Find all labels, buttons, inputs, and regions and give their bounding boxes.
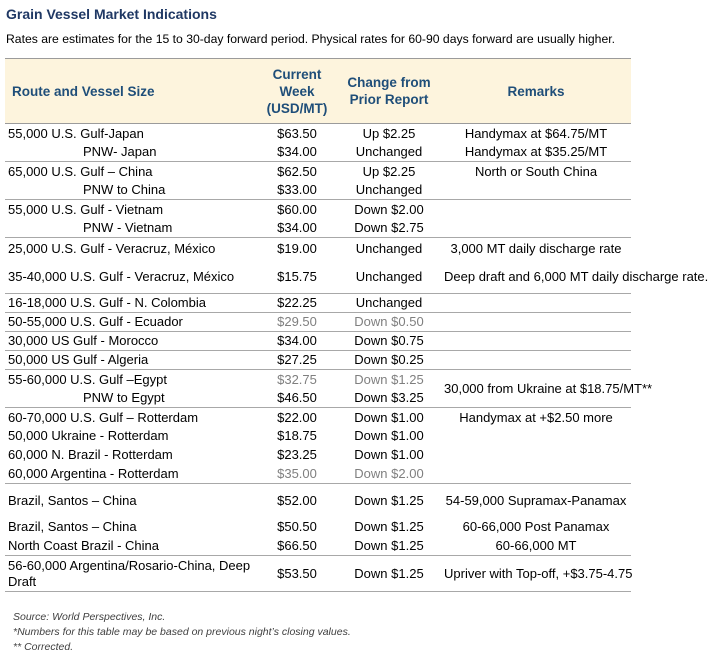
route-cell: 30,000 US Gulf - Morocco [5,332,257,351]
change-cell: Down $1.00 [354,428,424,444]
remarks-cell [441,465,631,484]
current-price-cell: $66.50 [277,538,317,553]
table-row [5,313,631,332]
current-price-cell: $23.25 [277,447,317,463]
current-price-cell: $27.25 [257,351,337,370]
route-cell: 60,000 Argentina - Rotterdam [8,466,179,481]
table-row [5,332,631,351]
change-cell: Unchanged [355,268,423,284]
vessel-rates-table [5,58,708,592]
current-price-cell: $62.50 [257,162,337,181]
route-cell: PNW to China [83,182,166,197]
current-price-cell: $34.00 [277,220,317,235]
current-price-cell: $34.00 [257,332,337,351]
route-cell: 35-40,000 U.S. Gulf - Veracruz, México [8,268,235,284]
table-row [5,484,631,518]
remarks-cell: Deep draft and 6,000 MT daily discharge rate. [444,268,708,284]
change-cell: Down $1.25 [337,556,441,592]
route-cell: 55,000 U.S. Gulf - Vietnam [5,200,257,219]
remarks-cell: 60-66,000 MT [495,538,577,553]
change-cell: Down $1.00 [354,447,424,463]
table-row [5,556,631,592]
change-cell: Down $2.00 [337,200,441,219]
current-price-cell: $34.00 [277,144,317,159]
table-row [5,427,631,446]
header-current-week: Current Week (USD/MT) [257,59,337,124]
route-cell: 55,000 U.S. Gulf-Japan [5,124,257,143]
route-cell: 65,000 U.S. Gulf – China [5,162,257,181]
table-row [5,518,631,537]
current-price-cell: $19.00 [257,238,337,260]
table-row [5,260,631,294]
table-row [5,294,631,313]
table-row [5,537,631,556]
remarks-cell: 30,000 from Ukraine at $18.75/MT** [441,370,631,408]
change-cell: Up $2.25 [337,162,441,181]
change-cell: Down $0.25 [337,351,441,370]
header-change: Change from Prior Report [337,59,441,124]
table-row [5,200,631,219]
route-cell: 50-55,000 U.S. Gulf - Ecuador [5,313,257,332]
current-price-cell: $53.50 [257,556,337,592]
route-cell: 55-60,000 U.S. Gulf –Egypt [5,370,257,389]
current-price-cell: $22.25 [257,294,337,313]
remarks-cell [441,351,631,370]
remarks-cell [441,427,631,446]
current-price-cell: $18.75 [277,428,317,444]
route-cell: PNW to Egypt [83,390,165,405]
remarks-cell [441,446,631,465]
table-header-row [5,59,631,124]
table-row [5,181,631,200]
header-route: Route and Vessel Size [5,59,257,124]
change-cell: Up $2.25 [337,124,441,143]
route-cell: Brazil, Santos – China [8,519,137,535]
table-row [5,143,631,162]
change-cell: Unchanged [355,144,423,159]
change-cell: Down $0.50 [337,313,441,332]
page-title: Grain Vessel Market Indications [6,6,217,22]
current-price-cell: $15.75 [277,268,317,284]
route-cell: PNW- Japan [83,144,157,159]
change-cell: Down $2.75 [354,220,424,235]
remarks-cell: Handymax at $64.75/MT [441,124,631,143]
change-cell: Down $1.25 [337,484,441,518]
route-cell: 16-18,000 U.S. Gulf - N. Colombia [5,294,257,313]
change-cell: Down $1.00 [337,408,441,427]
current-price-cell: $50.50 [277,519,317,535]
change-cell: Unchanged [337,294,441,313]
table-row [5,124,631,143]
change-cell: Down $3.25 [354,390,424,405]
table-row [5,370,631,389]
route-cell: North Coast Brazil - China [8,538,159,553]
remarks-cell: Handymax at $35.25/MT [464,144,608,159]
remarks-cell: 3,000 MT daily discharge rate [441,238,631,260]
table-row [5,465,631,484]
current-price-cell: $63.50 [257,124,337,143]
closing-values-note: *Numbers for this table may be based on previous night’s closing values. [13,626,351,638]
remarks-cell [441,200,631,219]
remarks-cell: North or South China [441,162,631,181]
change-cell: Down $2.00 [354,466,424,481]
current-price-cell: $60.00 [257,200,337,219]
current-price-cell: $22.00 [257,408,337,427]
remarks-cell [441,181,631,200]
remarks-cell: Handymax at +$2.50 more [441,408,631,427]
remarks-cell [441,219,631,238]
change-cell: Unchanged [355,182,423,197]
current-price-cell: $52.00 [257,484,337,518]
remarks-cell [441,313,631,332]
corrected-note: ** Corrected. [13,641,74,653]
route-cell: Brazil, Santos – China [5,484,257,518]
route-cell: 56-60,000 Argentina/Rosario-China, Deep Draft [5,556,257,592]
table-row [5,408,631,427]
page-subtitle: Rates are estimates for the 15 to 30-day forward period. Physical rates for 60-90 days forward are usually higher. [6,32,616,46]
table-row [5,162,631,181]
current-price-cell: $29.50 [257,313,337,332]
header-remarks: Remarks [441,59,631,124]
route-cell: PNW - Vietnam [83,220,173,235]
source-note: Source: World Perspectives, Inc. [13,611,166,623]
change-cell: Down $1.25 [354,538,424,553]
current-price-cell: $46.50 [277,390,317,405]
change-cell: Down $0.75 [337,332,441,351]
change-cell: Down $1.25 [337,370,441,389]
route-cell: 25,000 U.S. Gulf - Veracruz, México [5,238,257,260]
change-cell: Unchanged [337,238,441,260]
remarks-cell: 54-59,000 Supramax-Panamax [441,484,631,518]
remarks-cell: Upriver with Top-off, +$3.75-4.75 [441,556,631,592]
table-row [5,238,631,260]
route-cell: 60-70,000 U.S. Gulf – Rotterdam [5,408,257,427]
current-price-cell: $32.75 [257,370,337,389]
route-cell: 50,000 Ukraine - Rotterdam [8,428,169,444]
footnotes [13,610,351,655]
remarks-cell [441,332,631,351]
route-cell: 50,000 US Gulf - Algeria [5,351,257,370]
remarks-cell [441,294,631,313]
change-cell: Down $1.25 [354,519,424,535]
current-price-cell: $35.00 [277,466,317,481]
table-row [5,219,631,238]
table-row [5,351,631,370]
table-row [5,446,631,465]
remarks-cell: 60-66,000 Post Panamax [462,519,610,535]
route-cell: 60,000 N. Brazil - Rotterdam [8,447,173,463]
current-price-cell: $33.00 [277,182,317,197]
